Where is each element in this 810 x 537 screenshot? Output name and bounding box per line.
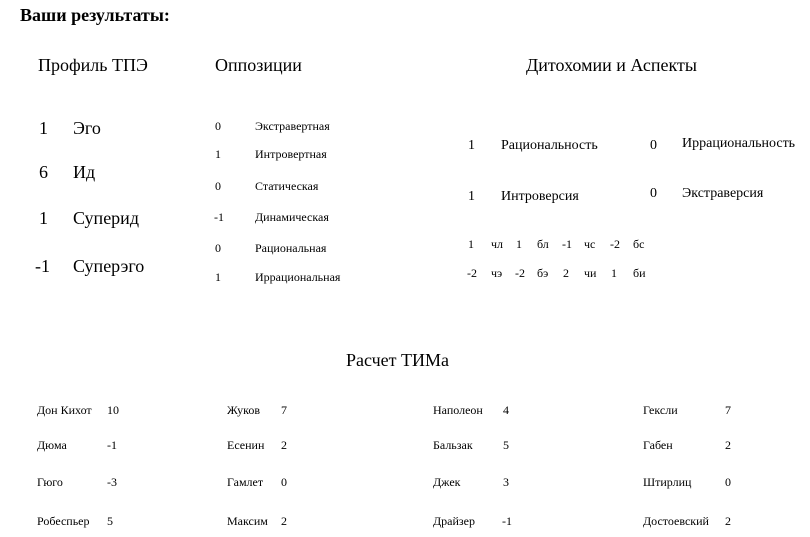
aspect-value: 1	[611, 266, 617, 280]
oppositions-heading: Оппозиции	[215, 55, 302, 75]
opposition-value: 0	[215, 241, 221, 255]
tim-name: Габен	[643, 438, 673, 452]
aspect-label: би	[633, 266, 646, 280]
profile-value-id: 6	[39, 162, 48, 182]
opposition-label: Интровертная	[255, 147, 327, 161]
opposition-value: 1	[215, 270, 221, 284]
aspect-value: 1	[468, 237, 474, 251]
tim-value: -3	[107, 475, 117, 489]
tim-value: 0	[281, 475, 287, 489]
dichotomy-label: Рациональность	[501, 138, 598, 153]
tim-value: 2	[281, 514, 287, 528]
dichotomies-heading: Дитохомии и Аспекты	[526, 55, 697, 75]
tim-name: Гамлет	[227, 475, 264, 489]
dichotomy-value: 0	[650, 186, 657, 201]
tim-value: 5	[107, 514, 113, 528]
aspect-label: чс	[584, 237, 596, 251]
opposition-value: 0	[215, 179, 221, 193]
aspect-label: бс	[633, 237, 645, 251]
opposition-label: Иррациональная	[255, 270, 341, 284]
tim-name: Гексли	[643, 403, 678, 417]
tim-value: 2	[725, 514, 731, 528]
opposition-value: 0	[215, 119, 221, 133]
opposition-label: Динамическая	[255, 210, 329, 224]
tim-name: Максим	[227, 514, 268, 528]
tim-name: Дон Кихот	[37, 403, 92, 417]
tim-value: 2	[281, 438, 287, 452]
aspect-value: 2	[563, 266, 569, 280]
tim-value: 10	[107, 403, 119, 417]
opposition-label: Рациональная	[255, 241, 327, 255]
dichotomy-label: Иррациональность	[682, 136, 796, 151]
tim-name: Дюма	[37, 438, 67, 452]
page-title: Ваши результаты:	[20, 5, 170, 25]
tim-name: Достоевский	[643, 514, 709, 528]
opposition-value: 1	[215, 147, 221, 161]
tim-name: Джек	[433, 475, 461, 489]
tim-name: Гюго	[37, 475, 63, 489]
profile-label-id: Ид	[73, 162, 96, 182]
tim-value: 0	[725, 475, 731, 489]
aspect-label: чл	[491, 237, 504, 251]
aspect-label: чи	[584, 266, 597, 280]
tim-heading: Расчет ТИМа	[346, 350, 450, 370]
dichotomy-value: 1	[468, 138, 475, 153]
profile-value-superid: 1	[39, 208, 48, 228]
aspect-value: -2	[467, 266, 477, 280]
aspect-value: -2	[610, 237, 620, 251]
aspect-label: чэ	[491, 266, 503, 280]
tim-name: Робеспьер	[37, 514, 90, 528]
tim-name: Есенин	[227, 438, 265, 452]
profile-label-superego: Суперэго	[73, 256, 145, 276]
tim-value: 5	[503, 438, 509, 452]
tim-name: Жуков	[227, 403, 261, 417]
tim-value: 2	[725, 438, 731, 452]
profile-label-superid: Суперид	[73, 208, 139, 228]
profile-value-superego: -1	[35, 256, 50, 276]
tim-value: 7	[725, 403, 731, 417]
aspect-value: -2	[515, 266, 525, 280]
tim-value: 3	[503, 475, 509, 489]
dichotomy-value: 1	[468, 189, 475, 204]
tim-value: -1	[107, 438, 117, 452]
opposition-label: Статическая	[255, 179, 319, 193]
tim-value: 4	[503, 403, 509, 417]
dichotomy-value: 0	[650, 138, 657, 153]
tim-name: Штирлиц	[643, 475, 692, 489]
profile-label-ego: Эго	[73, 118, 101, 138]
opposition-value: -1	[214, 210, 224, 224]
dichotomy-label: Интроверсия	[501, 189, 579, 204]
tim-name: Наполеон	[433, 403, 483, 417]
aspect-value: 1	[516, 237, 522, 251]
opposition-label: Экстравертная	[255, 119, 330, 133]
aspect-label: бэ	[537, 266, 549, 280]
dichotomy-label: Экстраверсия	[682, 186, 764, 201]
aspect-value: -1	[562, 237, 572, 251]
profile-value-ego: 1	[39, 118, 48, 138]
tim-value: 7	[281, 403, 287, 417]
tim-name: Драйзер	[433, 514, 475, 528]
tim-value: -1	[502, 514, 512, 528]
profile-heading: Профиль ТПЭ	[38, 55, 148, 75]
aspect-label: бл	[537, 237, 549, 251]
tim-name: Бальзак	[433, 438, 473, 452]
